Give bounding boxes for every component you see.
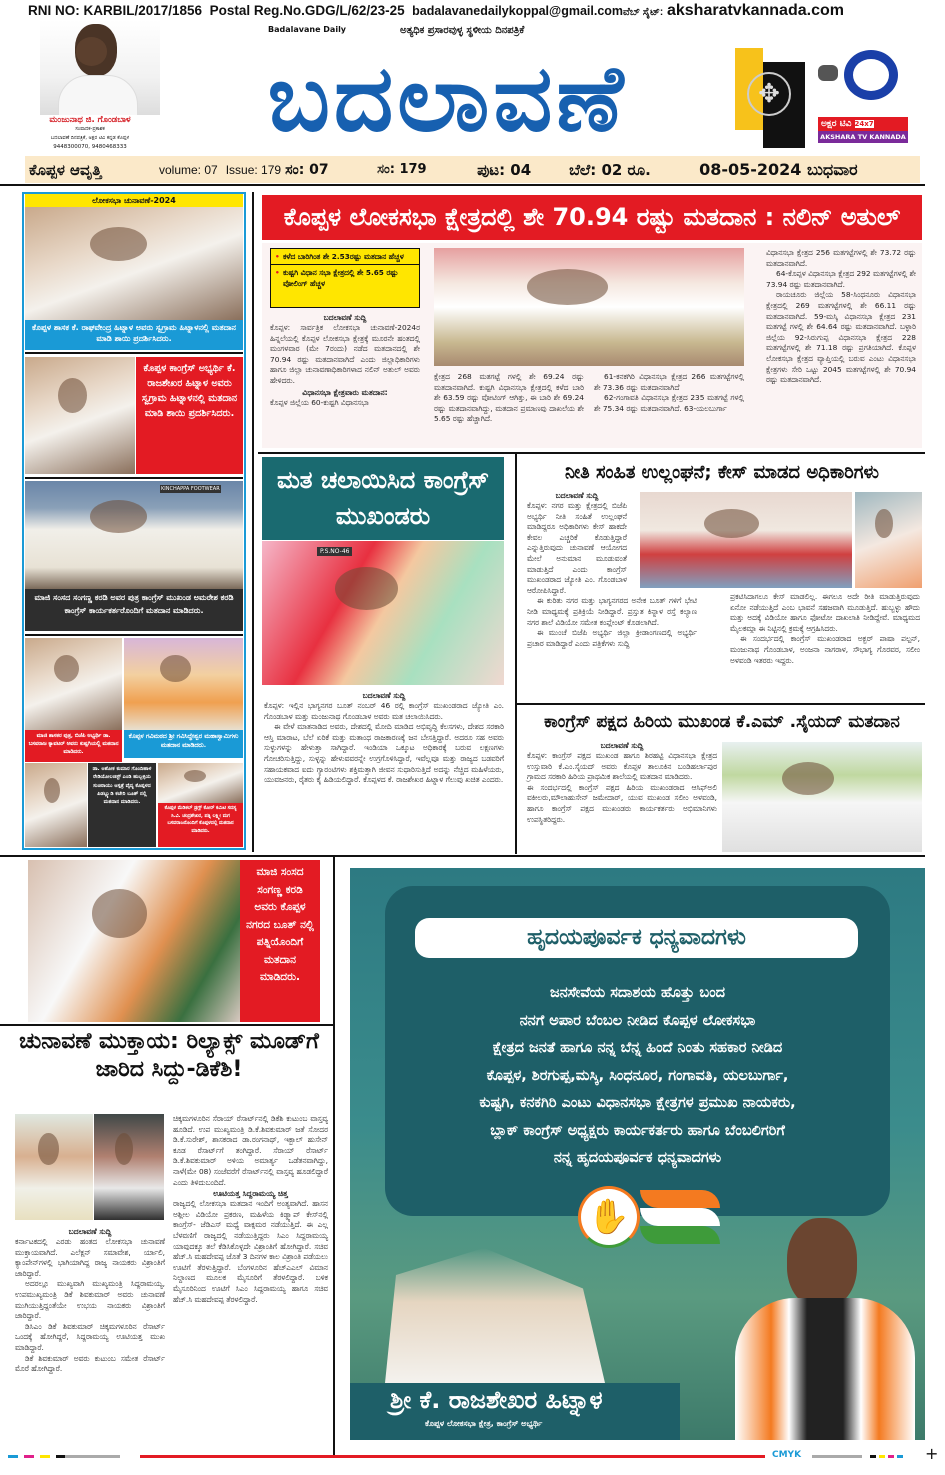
caption-sanganna-karadi: ಮಾಜಿ ಸಂಸದ ಸಂಗಣ್ಣ ಕರಡಿ ಅವರು ಕೊಪ್ಪಳ ನಗರದ ಬೂತ್ ನಲ್ಲಿ ಪತ್ನಿಯೊಂದಿಗೆ ಮತದಾನ ಮಾಡಿದರು. <box>240 860 320 1022</box>
lead-paragraph: 62-ಗಂಗಾವತಿ ವಿಧಾನಸಭಾ ಕ್ಷೇತ್ರದ 235 ಮತಗಟ್ಟೆ ಗಳಲ್ಲಿ ಶೇ 75.34 ರಷ್ಟು ಮತದಾನವಾಗಿದೆ. 63-ಯಲಬುರ್ಗಾ <box>594 393 744 413</box>
lead-paragraph: 61-ಕನಕಗಿರಿ ವಿಧಾನಸಭಾ ಕ್ಷೇತ್ರದ 266 ಮತಗಟ್ಟೆಗಳಲ್ಲಿ ಶೇ 73.36 ರಷ್ಟು ಮತದಾನವಾಗಿದೆ <box>594 372 744 392</box>
microphone-icon <box>818 65 838 81</box>
byline: ಬದಲಾವಣೆ ಸುದ್ದಿ <box>555 491 599 500</box>
story2-paragraph: ಈ ವೇಳೆ ಮಾತನಾಡಿದ ಅವರು, ದೇಶದಲ್ಲಿ ಮೋದಿ ಮಾಡಿದ ಅಭಿವೃದ್ಧಿ ಕೆಲಸಗಳು, ದೇಶದ ಸರಕಾರಿ ಆಸ್ತಿ ಮಾರಾಟ, ಬೆಲೆ ಏರಿಕೆ ಮತ್ತು ಮತಾಂಧ ರಾಜಕಾರಣಕ್ಕೆ ಜನ ಬೇಸತ್ತಿದ್ದಾರೆ. ಅದರೂ ಸಹ ಅವರು ಸುಳ್ಳುಗಳನ್ನು ಹೇಳುತ್ತಾ ಸಾಗಿದ್ದಾರೆ. ಇಂಡಿಯಾ ಒಕ್ಕೂಟ ಅಧಿಕಾರಕ್ಕೆ ಬರುವ ಲಕ್ಷಣಗಳು ಗೋಚರಿಸುತ್ತಿದ್ದು, ಸುಳ್ಳನ್ನು ಹೇಳುವವರನ್ನೇ ಉಗ್ರಗೊಳಿಸಿದ್ದಾರೆ, ಇವೆಲ್ಲವೂ ಮತ್ತು ರಾಜ್ಯದ ಬಡವರಿಗೆ ಸಹಾಯಕವಾದ ಐದು ಗ್ಯಾರಂಟಿಗಳು ಶಕ್ತಿಮತ್ತಾಗಿ ಜೀವನ ಸುಧಾರಿಸುತ್ತಿದೆ ಅದನ್ನು ನೆಚ್ಚಿದ ಮಹಿಳೆಯರು, ಯುವಜನರು, ರೈತರು ಕೈ ಹಿಡಿಯಲಿದ್ದಾರೆ. ಕೊಪ್ಪಳದ ಕೆ. ರಾಜಶೇಖರ ಹಿಟ್ನಾಳ ಗೆಲುವು ಖಚಿತ ಎಂದರು. <box>264 722 504 785</box>
photo-siddaramaiah <box>15 1114 93 1220</box>
story5-paragraph: ಡಿಕೆ ಶಿವಕುಮಾರ್ ಅವರು ಕುಟುಂಬ ಸಮೇತ ರೆಸಾರ್ಟ್ ಮೊರೆ ಹೋಗಿದ್ದಾರೆ. <box>15 1353 165 1374</box>
cmyk-label: CMYK <box>772 1450 802 1460</box>
ad-candidate-subtitle: ಕೊಪ್ಪಳ ಲೋಕಸಭಾ ಕ್ಷೇತ್ರ, ಕಾಂಗ್ರೆಸ್ ಅಭ್ಯರ್ಥಿ <box>425 1419 543 1428</box>
ad-line: ಬ್ಲಾಕ್ ಕಾಂಗ್ರೆಸ್ ಅಧ್ಯಕ್ಷರು ಕಾರ್ಯಕರ್ತರು ಹಾಗೂ ಬೆಂಬಲಿಗರಿಗೆ <box>490 1122 785 1139</box>
story4-paragraph: ಕೊಪ್ಪಳ: ಕಾಂಗ್ರೆಸ್ ಪಕ್ಷದ ಮುಖಂಡ ಹಾಗೂ ಶಿರಹಟ್ಟಿ ವಿಧಾನಸಭಾ ಕ್ಷೇತ್ರದ ಉಸ್ತುವಾರಿ ಕೆ.ಎಂ.ಸೈಯದ್ ಅವರು ಕೊಪ್ಪಳ ತಾಲೂಕಿನ ಬಂಡಿಹರ್ಲಾಪುರ ಗ್ರಾಮದ ಸರಕಾರಿ ಹಿರಿಯ ಪ್ರಾಥಮಿಕ ಶಾಲೆಯಲ್ಲಿ ಮತದಾನ ಮಾಡಿದರು. <box>527 751 717 782</box>
footer-gray-bar <box>65 1455 120 1458</box>
thank-you-ad <box>350 868 925 1440</box>
caption-kyavatar: ಮಾಜಿ ಶಾಸಕರ ಪುತ್ರ, ಬಿಜೆಪಿ ಅಭ್ಯರ್ಥಿ ಡಾ. ಬಸವರಾಜ ಕ್ಯಾವಟರ್ ಅವರು ಕುಷ್ಟಗಿಯಲ್ಲಿ ಮತದಾನ ಮಾಡಿದರು. <box>25 730 122 762</box>
booth-sign: P.S.NO-46 <box>317 547 352 556</box>
byline: ಬದಲಾವಣೆ ಸುದ್ದಿ <box>600 741 644 750</box>
story5-paragraph: ಚಿಕ್ಕಮಗಳೂರಿನ ಸೆರಾಯ್ ರೆಸಾರ್ಟ್‌ನಲ್ಲಿ ಡಿಕೆಶಿ ಕುಟುಂಬ ವಾಸ್ತವ್ಯ ಹೂಡಿದೆ. ಉಪ ಮುಖ್ಯಮಂತ್ರಿ ಡಿ.ಕೆ.ಶಿವಕುಮಾರ್ ಜತೆ ಸೋದರ ಡಿ.ಕೆ.ಸುರೇಶ್, ಶಾಸಕರಾದ ಡಾ.ರಂಗನಾಥ್, ಇಕ್ಬಾಲ್ ಹುಸೇನ್ ಕೂಡ ರೆಸಾರ್ಟ್‌ಗೆ ತಂಗಿದ್ದಾರೆ. ಸೆರಾಯ್ ರೆಸಾರ್ಟ್ ಡಿ.ಕೆ.ಶಿವಕುಮಾರ್ ಅಳಿಯ ಅಮಾರ್ತ್ಯ ಒಡೆತನವಾಗಿದ್ದು, ನಾಳೆ(ಮೇ 08) ಸಂಜೆವರೆಗೆ ರೆಸಾರ್ಟ್‌ನಲ್ಲಿ ವಾಸ್ತವ್ಯ ಹೂಡಲಿದ್ದಾರೆ ಎಂದು ತಿಳಿದುಬಂದಿದೆ. <box>173 1114 328 1187</box>
story4-headline: ಕಾಂಗ್ರೆಸ್ ಪಕ್ಷದ ಹಿರಿಯ ಮುಖಂಡ ಕೆ.ಎಮ್ .ಸೈಯದ್ ಮತದಾನ <box>544 712 900 732</box>
highlights-box <box>270 248 420 308</box>
top-line <box>28 2 928 20</box>
story5-paragraph: ಕರ್ನಾಟಕದಲ್ಲಿ ಎರಡು ಹಂತದ ಲೋಕಸಭಾ ಚುನಾವಣೆ ಮುಕ್ತಾಯವಾಗಿದೆ. ಎಲೆಕ್ಷನ್ ಸಮಾವೇಶ, ರ್ಯಾಲಿ, ಕ್ಯಾಂಪೇನ್‌ಗಳಲ್ಲಿ ಭಾಗಿಯಾಗಿದ್ದ ರಾಜ್ಯ ನಾಯಕರು ವಿಶ್ರಾಂತಿಗೆ ಜಾರಿದ್ದಾರೆ. <box>15 1237 165 1278</box>
caption-amaresh: ಮಾಜಿ ಸಂಸದ ಸಂಗಣ್ಣ ಕರಡಿ ಅವರ ಪುತ್ರ ಕಾಂಗ್ರೆಸ್ ಮುಖಂಡ ಅಮರೇಶ ಕರಡಿ ಕಾಂಗ್ರೆಸ್ ಕಾರ್ಯಕರ್ತರೊಂದಿಗೆ ಮತದಾನ ಮಾಡಿದರು. <box>25 589 243 631</box>
photo-basavaraj-kyavatar <box>25 638 122 730</box>
ad-line: ನನ್ನ ಹೃದಯಪೂರ್ವಕ ಧನ್ಯವಾದಗಳು <box>553 1150 722 1166</box>
photo-ashok-kumar <box>25 763 87 847</box>
email: badalavanedailykoppal@gmail.com <box>412 4 624 18</box>
lead-paragraph: ರಾಯಚೂರು ಜಿಲ್ಲೆಯ 58-ಸಿಂಧನೂರು ವಿಧಾನಸಭಾ ಕ್ಷೇತ್ರದಲ್ಲಿ 269 ಮತಗಟ್ಟೆಗಳಲ್ಲಿ ಶೇ 66.11 ರಷ್ಟು ಮತದಾನವಾಗಿದೆ. 59-ಮಸ್ಕಿ ವಿಧಾನಸಭಾ ಕ್ಷೇತ್ರದ 231 ಮತಗಟ್ಟೆ ಗಳಲ್ಲಿ ಶೇ 64.64 ರಷ್ಟು ಮತದಾನವಾಗಿದೆ. ಬಳ್ಳಾರಿ ಜಿಲ್ಲೆಯ 92-ಸಿರುಗುಪ್ಪ ವಿಧಾನಸಭಾ ಕ್ಷೇತ್ರದ 228 ಮತಗಟ್ಟೆಗಳಲ್ಲಿ ಶೇ 71.18 ರಷ್ಟು ಪ್ರಗತಿಯಾಗಿದೆ. ಕೊಪ್ಪಳ ಲೋಕಸಭಾ ಕ್ಷೇತ್ರದ ವ್ಯಾಪ್ತಿಯಲ್ಲಿ ಬರುವ ಎಂಟು ವಿಧಾನಸಭಾ ಕ್ಷೇತ್ರಗಳು ಸೇರಿ ಒಟ್ಟು 2045 ಮತಗಟ್ಟೆಗಳಲ್ಲಿ ಶೇ 70.94 ರಷ್ಟು ಮತದಾನವಾಗಿದೆ. <box>766 290 916 385</box>
column-divider <box>252 192 254 852</box>
photo-chandrashekar-family <box>158 763 243 803</box>
caption-raghavendra: ಕೊಪ್ಪಳ ಶಾಸಕ ಕೆ. ರಾಘವೇಂದ್ರ ಹಿಟ್ನಾಳ ಅವರು ಸ್ವಗ್ರಾಮ ಹಿಟ್ನಾಳನಲ್ಲಿ ಮತದಾನ ಮಾಡಿ ಶಾಯಿ ಪ್ರದರ್ಶಿಸಿದರು. <box>25 320 243 350</box>
website: aksharatvkannada.com <box>666 2 844 19</box>
volume: volume: 07 <box>159 162 218 177</box>
issue: Issue: 179 <box>225 162 282 177</box>
lead-paragraph: ಕೊಪ್ಪಳ: ಸಾರ್ವತ್ರಿಕ ಲೋಕಸಭಾ ಚುನಾವಣೆ-2024ರ ಹಿನ್ನಲೆಯಲ್ಲಿ ಕೊಪ್ಪಳ ಲೋಕಸಭಾ ಕ್ಷೇತ್ರಕ್ಕೆ ಮೂರನೇ ಹಂತದಲ್ಲಿ ಮಂಗಳವಾರ (ಮೇ 7ರಂದು) ನಡೆದ ಮತದಾನದಲ್ಲಿ ಶೇ 70.94 ರಷ್ಟು ಮತದಾನವಾಗಿದೆ ಎಂದು ಜಿಲ್ಲಾಧಿಕಾರಿಗಳು ಹಾಗೂ ಜಿಲ್ಲಾ ಚುನಾವಣಾಧಿಕಾರಿಗಳಾದ ನಲಿನ್ ಅತುಲ್ ಅವರು ಹೇಳಿದರು. <box>270 323 420 385</box>
story2-paragraph: ಕೊಪ್ಪಳ: ಇಲ್ಲಿನ ಭಾಗ್ಯನಗರ ಬೂತ್ ನಂಬರ್ 46 ರಲ್ಲಿ ಕಾಂಗ್ರೆಸ್ ಮುಖಂಡರಾದ ಜ್ಯೋತಿ ಎಂ. ಗೊಂಡಬಾಳ ಮತ್ತು ಮಂಜುನಾಥ ಗೊಂಡಬಾಳ ಅವರು ಮತ ಚಲಾಯಿಸಿದರು. <box>264 701 504 721</box>
section-rule <box>0 855 925 857</box>
story3-paragraph: ಈ ಸಂದರ್ಭದಲ್ಲಿ ಕಾಂಗ್ರೆಸ್ ಮುಖಂಡರಾದ ಅಕ್ಬರ್ ಪಾಷಾ ಪಲ್ಟನ್, ಮಂಜುನಾಥ ಗೊಂಡಬಾಳ, ಅಂಜನಾ ನಾಗರಾಳ, ಸೌಭಾಗ್ಯ ಗೊರವರ, ಸಲೀಂ ಅಳವಂಡಿ ಇತರರು ಇದ್ದರು. <box>730 634 920 665</box>
caption-rajashekar: ಕೊಪ್ಪಳ ಕಾಂಗ್ರೆಸ್ ಅಭ್ಯರ್ಥಿ ಕೆ. ರಾಜಶೇಖರ ಹಿಟ್ನಾಳ ಅವರು ಸ್ವಗ್ರಾಮ ಹಿಟ್ನಾಳನಲ್ಲಿ ಮತದಾನ ಮಾಡಿ ಶಾಯಿ ಪ್ರದರ್ಶಿಸಿದರು. <box>136 357 243 474</box>
newspaper-logo-title: ಬದಲಾವಣೆ <box>267 45 628 152</box>
subhead: ವಿಧಾನಸಭಾ ಕ್ಷೇತ್ರವಾರು ಮತದಾನ: <box>302 387 388 397</box>
divider <box>25 477 243 479</box>
story3-col2 <box>730 592 920 666</box>
story5-paragraph: ರಾಜ್ಯದಲ್ಲಿ ಲೋಕಸಭಾ ಮತದಾನ ಇಂದಿಗೆ ಅಂತ್ಯವಾಗಿದೆ. ಹಾಸನ ಅಶ್ಲೀಲ ವಿಡಿಯೋ ಪ್ರಕರಣ, ಮಹಿಳೆಯ ಕಿಡ್ನ್ಯಾಪ್ ಕೇಸ್‌ನಲ್ಲಿ ಕಾಂಗ್ರೆಸ್- ಜೆಡಿಎಸ್ ಮಧ್ಯೆ ವಾಕ್ಸಮರ ನಡೆಯುತ್ತಿದೆ. ಈ ಎಲ್ಲ ಬೆಳವಣಿಗೆ ರಾಜ್ಯದಲ್ಲಿ ನಡೆಯುತ್ತಿದ್ದರು ಸಿಎಂ ಸಿದ್ದರಾಮಯ್ಯ ಯಾವುದಕ್ಕೂ ತಲೆ ಕೆಡಿಸಿಕೊಳ್ಳದೇ ವಿಶ್ರಾಂತಿಗೆ ಹೋಗಿದ್ದಾರೆ. ಸಚಿವ ಹೆಚ್.ಸಿ ಮಹದೇವಪ್ಪ ಜೊತೆ 3 ದಿನಗಳ ಕಾಲ ವಿಶ್ರಾಂತಿ ಪಡೆಯಲು ಊಟಿಗೆ ತೆರಳುತ್ತಿದ್ದಾರೆ. ಬೆಂಗಳೂರಿನ ಹೆಚ್ಎಎಲ್ ವಿಮಾನ ನಿಲ್ದಾಣದ ಮೂಲಕ ಮೈಸೂರಿಗೆ ತೆರಳಲಿದ್ದಾರೆ. ಬಳಿಕ ಮೈಸೂರಿನಿಂದ ಊಟಿಗೆ ಸಿಎಂ ಸಿದ್ದರಾಮಯ್ಯ ಹಾಗೂ ಸಚಿವ ಹೆಚ್.ಸಿ ಮಹದೇವಪ್ಪ ತೆರಳಲಿದ್ದಾರೆ. <box>173 1199 328 1304</box>
divider <box>25 634 243 636</box>
lead-photo-officials-voting <box>434 248 744 366</box>
photo-amaresh-karadi <box>25 481 243 589</box>
editor-org: ಬದಲಾವಣೆ ದಿನಪತ್ರಿಕೆ, ಅಕ್ಷರ ಟಿವಿ ಕನ್ನಡ ಕೊಪ್ಪಳ <box>50 135 130 141</box>
story3-photo-candidates <box>640 492 852 588</box>
photo-rajashekar-hitnal <box>25 357 135 474</box>
registration-cross-icon: + <box>925 1444 939 1463</box>
ad-line: ಕ್ಷೇತ್ರದ ಜನತೆ ಹಾಗೂ ನನ್ನ ಬೆನ್ನ ಹಿಂದೆ ನಿಂತು ಸಹಕಾರ ನೀಡಿದ <box>492 1040 783 1056</box>
masthead-rule <box>0 184 925 186</box>
ad-message <box>380 980 895 1173</box>
byline: ಬದಲಾವಣೆ ಸುದ್ದಿ <box>323 313 367 322</box>
column-divider <box>333 856 335 1456</box>
ad-line: ನನಗೆ ಅಪಾರ ಬೆಂಬಲ ನೀಡಿದ ಕೊಪ್ಪಳ ಲೋಕಸಭಾ <box>519 1012 756 1029</box>
color-marks-left <box>8 1455 66 1458</box>
byline: ಬದಲಾವಣೆ ಸುದ್ದಿ <box>362 691 406 700</box>
byline: ಬದಲಾವಣೆ ಸುದ್ದಿ <box>68 1227 112 1236</box>
english-name: Badalavane Daily <box>268 25 347 34</box>
tv-name: ಅಕ್ಷರ ಟಿವಿ 24x7 <box>818 117 908 131</box>
postal-reg: Postal Reg.No.GDG/L/62/23-25 <box>209 3 405 18</box>
tv-english: AKSHARA TV KANNADA <box>818 131 908 143</box>
lead-column-3 <box>594 372 744 414</box>
ad-line: ಕೊಪ್ಪಳ, ಶಿರಗುಪ್ಪ,ಮಸ್ಕಿ, ಸಿಂಧನೂರ, ಗಂಗಾವತಿ, ಯಲಬುರ್ಗಾ, <box>486 1067 789 1084</box>
lead-headline: ಕೊಪ್ಪಳ ಲೋಕಸಭಾ ಕ್ಷೇತ್ರದಲ್ಲಿ ಶೇ 70.94 ರಷ್ಟು ಮತದಾನ : ನಲಿನ್ ಅತುಲ್ <box>262 195 922 240</box>
ad-line: ಜನಸೇವೆಯ ಸದಾಶಯ ಹೊತ್ತು ಬಂದ <box>549 985 726 1001</box>
column-divider <box>515 454 517 854</box>
story5-headline: ಚುನಾವಣೆ ಮುಕ್ತಾಯ: ರಿಲ್ಯಾಕ್ಸ್ ಮೂಡ್‌ಗೆ ಜಾರಿದ ಸಿದ್ದು-ಡಿಕೆಶಿ! <box>19 1029 319 1082</box>
photo-dk-shivakumar <box>94 1114 164 1220</box>
divider <box>25 352 243 354</box>
rni-number: RNI NO: KARBIL/2017/1856 <box>28 3 203 18</box>
story2-body <box>264 690 504 786</box>
section-rule <box>258 452 925 454</box>
editor-info <box>20 115 160 152</box>
photo-sanganna-karadi <box>28 860 240 1022</box>
info-bar <box>25 156 920 183</box>
page-number: ಪುಟ: 04 <box>477 160 532 179</box>
tricolor-wave <box>640 1190 720 1252</box>
editor-name: ಮಂಜುನಾಥ ಜಿ. ಗೊಂಡಬಾಳ <box>49 115 131 125</box>
color-marks-right <box>870 1455 903 1458</box>
story4-photo-km-syed <box>722 742 922 852</box>
ad-line: ಕುಷ್ಟಗಿ, ಕನಕಗಿರಿ ಎಂಟು ವಿಧಾನಸಭಾ ಕ್ಷೇತ್ರಗಳ ಪ್ರಮುಖ ನಾಯಕರು, <box>479 1095 796 1111</box>
lead-column-1 <box>270 312 420 408</box>
highlight-item: • ಕುಷ್ಟಗಿ ವಿಧಾನ ಸಭಾ ಕ್ಷೇತ್ರದಲ್ಲಿ ಶೇ 5.65 ರಷ್ಟು ವೋಲಿಂಗ್ ಹೆಚ್ಚಳ <box>275 268 399 288</box>
ad-candidate-name: ಶ್ರೀ ಕೆ. ರಾಜಶೇಖರ ಹಿಟ್ನಾಳ <box>390 1386 603 1414</box>
story3-paragraph: ಕೊಪ್ಪಳ: ನಗರ ಮತ್ತು ಕ್ಷೇತ್ರದಲ್ಲಿ ಬಿಜೆಪಿ ಅಭ್ಯರ್ಥಿ ನೀತಿ ಸಂಹಿತೆ ಉಲ್ಲಂಘನೆ ಮಾಡಿದ್ದರೂ ಅಧಿಕಾರಿಗಳು ಕೇಸ್ ಹಾಕದೇ ಕೇವಲ ಎಚ್ಚರಿಕೆ ಕೊಡುತ್ತಿದ್ದಾರೆ ಎನ್ನುತ್ತಿರುವುದು ಚುನಾವಣೆ ಆಯೋಗದ ಮೇಲೆ ಅನುಮಾನ ಮೂಡುವಂತೆ ಮಾಡುತ್ತಿದೆ ಎಂದು ಕಾಂಗ್ರೆಸ್ ಮುಖಂಡರಾದ ಜ್ಯೋತಿ ಎಂ. ಗೊಂಡಬಾಳ ಆರೋಪಿಸಿದ್ದಾರೆ. <box>527 501 627 595</box>
subhead: ಊಟಿಯತ್ತ ಸಿದ್ದರಾಮಯ್ಯ ಚಿತ್ತ <box>213 1189 288 1199</box>
story3-paragraph: ಪ್ರಕಟಿಸಿದಾಗಲೂ ಕೇಸ್ ಮಾಡಲಿಲ್ಲ. ಈಗಲೂ ಅದೇ ರೀತಿ ಮಾಡುತ್ತಿರುವುದು ಏನೋ ನಡೆಯುತ್ತಿದೆ ಎಂಬ ಭಾವನೆ ಸಹಜವಾಗಿ ಮೂಡುತ್ತಿದೆ. ಹುಬ್ಬಳ್ಳು ಹೌದು ಮತ್ತು ಅದಕ್ಕೆ ವಿಡಿಯೋ ಹಾಗೂ ಫೋಟೋ ದಾಖಲಾತಿ ನೀಡಿದ್ದೇವೆ. ಮಾಧ್ಯಮದ ಮೈಲಕಮ್ಗಾ ಈ ನಿಟ್ಟಿನಲ್ಲಿ ಕ್ರಮಕ್ಕೆ ಆಗ್ರಹಿಸಿದರು. <box>730 592 920 633</box>
story5-col2 <box>173 1114 328 1305</box>
story5-paragraph: ಅದರಲ್ಲೂ ಮುಖ್ಯವಾಗಿ ಮುಖ್ಯಮಂತ್ರಿ ಸಿದ್ದರಾಮಯ್ಯ, ಉಪಮುಖ್ಯಮಂತ್ರಿ ಡಿಕೆ ಶಿವಕುಮಾರ್ ಅವರು ಚುನಾವಣೆ ಮುಗಿಯುತ್ತಿದ್ದಂತೆಯೇ ಉಭಯ ನಾಯಕರು ವಿಶ್ರಾಂತಿಗೆ ಜಾರಿದ್ದಾರೆ. <box>15 1279 165 1321</box>
congress-hand-logo: ✋ <box>578 1186 640 1248</box>
akshara-tv-logo <box>818 45 910 145</box>
editor-role: ಸಂಪಾದಕ-ಪ್ರಕಾಶಕ <box>75 126 105 132</box>
left-column-header: ಲೋಕಸಭಾ ಚುನಾವಣೆ-2024 <box>25 194 243 207</box>
sam-2: ಸಂ: 179 <box>377 162 427 177</box>
story4-body <box>527 740 717 825</box>
story3-paragraph: ಈ ಮುಂಚೆ ಬಿಜೆಪಿ ಅಭ್ಯರ್ಥಿ ಜಿಲ್ಲಾ ಕ್ರೀಡಾಂಗಣದಲ್ಲಿ ಅಭ್ಯರ್ಥಿ ಪ್ರಚಾರ ಮಾಡಿದ್ದಾರೆ ಎಂದು ಪತ್ರಿಕೆಗಳು ಸುದ್ದಿ <box>527 628 697 648</box>
lead-paragraph: ಕೊಪ್ಪಳ ಜಿಲ್ಲೆಯ 60-ಕುಷ್ಟಗಿ ವಿಧಾನಸಭಾ <box>270 397 369 407</box>
story5-paragraph: ಡಿಸಿಎಂ ಡಿಕೆ ಶಿವಕುಮಾರ್ ಚಿಕ್ಕಮಗಳೂರಿನ ರೆಸಾರ್ಟ್ ಒಂದಕ್ಕೆ ಹೋಗಿದ್ದರೆ, ಸಿದ್ದರಾಮಯ್ಯ ಊಟಿಯತ್ತ ಮುಖ ಮಾಡಿದ್ದಾರೆ. <box>15 1321 165 1352</box>
website-label: ವೆಬ್ ಸೈಟ್: <box>623 7 664 18</box>
story2-headline: ಮತ ಚಲಾಯಿಸಿದ ಕಾಂಗ್ರೆಸ್ ಮುಖಂಡರು <box>262 457 504 540</box>
caption-swamiji: ಕೊಪ್ಪಳ ಗವಿಮಠದ ಶ್ರೀ ಗವಿಸಿದ್ಧೇಶ್ವರ ಮಹಾಸ್ವಾಮಿಗಳು ಮತದಾನ ಮಾಡಿದರು. <box>124 730 243 758</box>
lead-paragraph: ವಿಧಾನಸಭಾ ಕ್ಷೇತ್ರದ 256 ಮತಗಟ್ಟೆಗಳಲ್ಲಿ ಶೇ 73.72 ರಷ್ಟು ಮತದಾನವಾಗಿದೆ. <box>766 248 916 268</box>
story5-col1 <box>15 1226 165 1375</box>
tagline: ಅತ್ಯಧಿಕ ಪ್ರಸಾರವುಳ್ಳ ಸ್ಥಳೀಯ ದಿನಪತ್ರಿಕೆ <box>400 25 525 36</box>
ad-title: ಹೃದಯಪೂರ್ವಕ ಧನ್ಯವಾದಗಳು <box>415 918 858 958</box>
highlight-item: • ಕಳೆದ ಬಾರಿಗಿಂತ ಶೇ 2.53ರಷ್ಟು ಮತದಾನ ಹೆಚ್ಚಳ <box>271 249 419 265</box>
story2-photo-jyoti-manjunath <box>262 541 504 685</box>
footer-red-line <box>140 1455 765 1458</box>
section-rule <box>0 1024 334 1026</box>
lead-column-2: ಕ್ಷೇತ್ರದ 268 ಮತಗಟ್ಟೆ ಗಳಲ್ಲಿ ಶೇ 69.24 ರಷ್ಟು ಮತದಾನವಾಗಿದೆ. ಕುಷ್ಟಗಿ ವಿಧಾನಸಭಾ ಕ್ಷೇತ್ರದಲ್ಲಿ ಕಳೆದ ಬಾರಿ ಶೇ 63.59 ರಷ್ಟು ವೋಟಿಂಗ್ ಆಗಿತ್ತು, ಈ ಬಾರಿ ಶೇ 69.24 ರಷ್ಟು ಮತದಾನವಾಗಿದ್ದು, ಮತದಾನ ಪ್ರಮಾಣವು ದಾಖಲೆಯ ಶೇ 5.65 ರಷ್ಟು ಹೆಚ್ಚಾಗಿದೆ. <box>434 372 584 424</box>
editor-phone: 9448300070, 9480468333 <box>53 144 127 150</box>
lead-paragraph: 64-ಕೊಪ್ಪಳ ವಿಧಾನಸಭಾ ಕ್ಷೇತ್ರದ 292 ಮತಗಟ್ಟೆಗಳಲ್ಲಿ ಶೇ 73.94 ರಷ್ಟು ಮತದಾನವಾಗಿದೆ. <box>766 269 917 289</box>
story3-paragraph: ಈ ಕುರಿತು ನಗರ ಮತ್ತು ಭಾಗ್ಯನಗರದ ಅನೇಕ ಬೂತ್ ಗಳಿಗೆ ಭೇಟಿ ನೀಡಿ ಮಾಧ್ಯಮಕ್ಕೆ ಪ್ರತಿಕ್ರಿಯೆ ನೀಡಿದ್ದಾರೆ. ಪ್ರಸ್ತುತ ಕಿನ್ನಾಳ ರಸ್ತೆ ಕಲ್ಯಾಣ ನಗರ ಶಾಲೆ ವಿಡಿಯೋ ಸಮೇತ ಕಂಪ್ಲೇಂಟ್ ಕೊಡಲಾಗಿದೆ. <box>527 596 697 627</box>
compass-logo: ✥ <box>735 48 805 148</box>
candidate-photo <box>735 1218 915 1440</box>
date: 08-05-2024 ಬುಧವಾರ <box>699 159 858 179</box>
story4-paragraph: ಈ ಸಂದರ್ಭದಲ್ಲಿ ಕಾಂಗ್ರೆಸ್ ಪಕ್ಷದ ಹಿರಿಯ ಮುಖಂಡರಾದ ಆಸಿಫ್ಅಲಿ ವಕೀಲರು,ಮೌಲಾಹುಸೇನ್ ಜಮೇದಾರ್, ಯುವ ಮುಖಂಡ ಸಲೀಂ ಅಳವಂಡಿ, ಹಾಗೂ ಕಾಂಗ್ರೆಸ್ ಪಕ್ಷದ ಮುಖಂಡರು ಕಾರ್ಯಕರ್ತರು ಅಭಿಮಾನಿಗಳು ಉಪಸ್ಥಿತರಿದ್ದರು. <box>527 782 717 824</box>
footer-gray-bar <box>812 1455 862 1458</box>
price: ಬೆಲೆ: 02 ರೂ. <box>569 160 651 179</box>
story3-headline: ನೀತಿ ಸಂಹಿತ ಉಲ್ಲಂಘನೆ; ಕೇಸ್ ಮಾಡದ ಅಧಿಕಾರಿಗಳು <box>564 462 880 483</box>
lead-column-4 <box>766 248 916 386</box>
caption-chandrashekar: ಕೊಪ್ಪಳ ಮೆಡಿಕಲ್ ಡ್ರಗ್ಸ್ ಕೋರ್ ಕಮಿಟಿ ಸದಸ್ಯ ಸಿ.ವಿ. ಚಂದ್ರಶೇಖರ, ಪತ್ನಿ ಲಕ್ಷ್ಮೀ ಮಗ ಬಸವರಾಜರೊಂದಿಗೆ ಕೊಪ್ಪಳದಲ್ಲಿ ಮತದಾನ ಮಾಡಿದರು. <box>158 803 243 847</box>
caption-ashok-kumar: ಡಾ. ಅಶೋಕ ಕುಮಾರ ಗೊಂದಿಹಾಳ ರೇಡಿಯೋಲಜಿಸ್ಟ್ ಎಂಡಿ ಹುಬ್ಬಳ್ಳಿಯ ಸುಚಿರಾಯು ಆಸ್ಪತ್ರೆ ವೈದ್ಯ ಕೊಪ್ಪಳದ ಪಿಡಬ್ಲ್ಯುಡಿ ಕಚೇರಿ ಬೂತ್ ನಲ್ಲಿ ಮತದಾನ ಮಾಡಿದರು. <box>88 763 156 847</box>
leaders-photo <box>385 1248 605 1383</box>
editor-photo <box>40 20 160 115</box>
photo-gavisiddeshwara-swamiji <box>124 638 243 730</box>
photo-raghavendra-hitnal <box>25 207 243 320</box>
shop-sign: KINCHAPPA FOOTWEAR <box>161 486 220 492</box>
sam-1: ಸಂ: 07 <box>285 161 329 178</box>
edition: ಕೊಪ್ಪಳ ಆವೃತ್ತಿ <box>29 160 102 179</box>
story3-photo-pamphlets <box>855 492 922 588</box>
